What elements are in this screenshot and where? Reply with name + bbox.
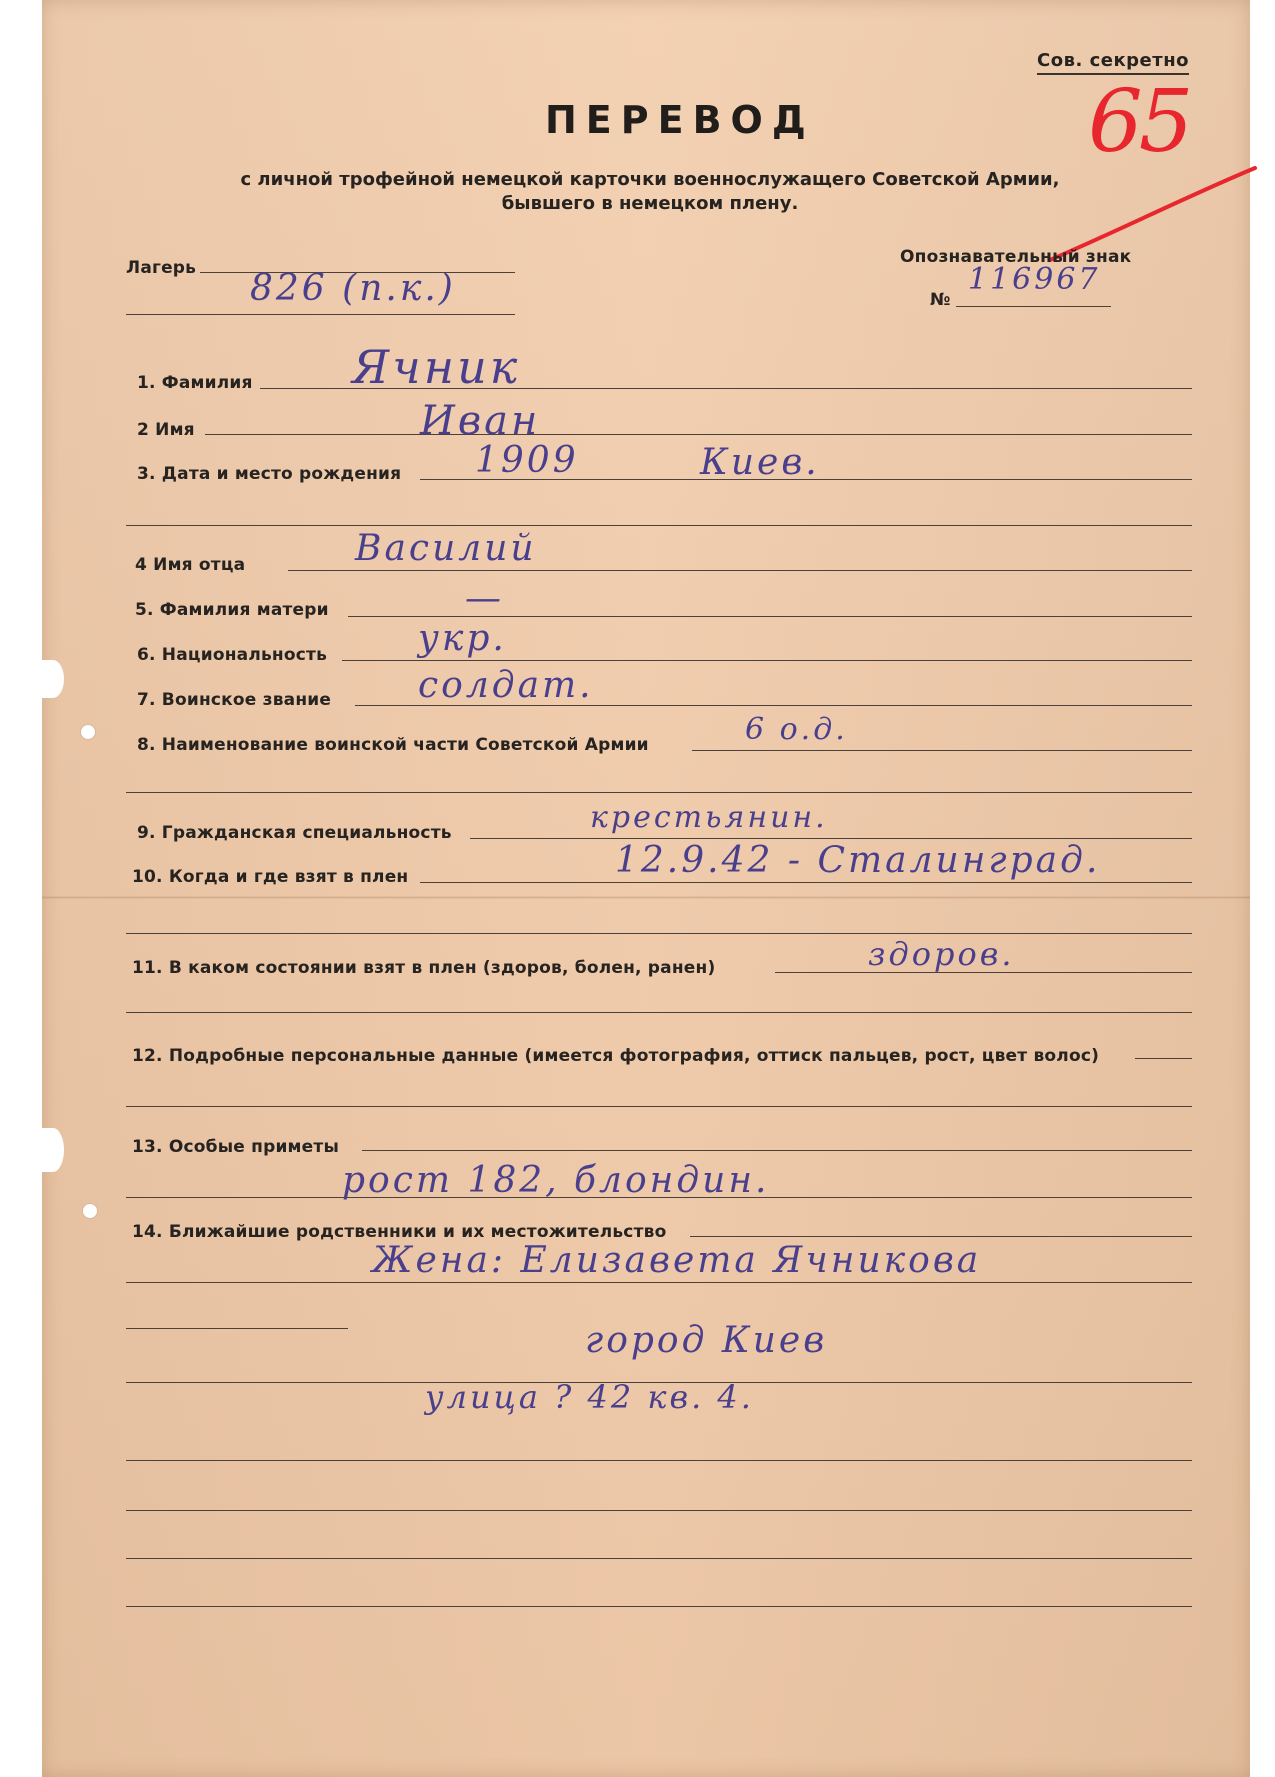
camp-value: 826 (п.к.) — [250, 268, 456, 309]
field-3-place: Киев. — [700, 442, 820, 483]
identity-number-label: № — [930, 290, 951, 310]
field-3-year: 1909 — [475, 440, 579, 481]
red-handwritten-mark: 65 — [1088, 72, 1190, 172]
punch-hole — [82, 1203, 98, 1219]
identity-tag-value: 116967 — [968, 262, 1101, 297]
field-6-value: укр. — [418, 618, 507, 659]
field-5-value: — — [465, 578, 504, 619]
field-14-label: 14. Ближайшие родственники и их местожительство — [132, 1222, 667, 1242]
field-4-label: 4 Имя отца — [135, 555, 246, 575]
document-title: ПЕРЕВОД — [545, 98, 815, 142]
field-3-label: 3. Дата и место рождения — [137, 464, 402, 484]
field-9-value: крестьянин. — [590, 800, 828, 835]
field-5-label: 5. Фамилия матери — [135, 600, 329, 620]
subtitle-line-1: с личной трофейной немецкой карточки военнослужащего Советской Армии, — [240, 169, 1060, 190]
field-8-value: 6 о.д. — [745, 712, 848, 747]
field-11-value: здоров. — [868, 935, 1015, 973]
field-6-label: 6. Национальность — [137, 645, 328, 665]
punch-hole — [80, 724, 96, 740]
field-13-value: рост 182, блондин. — [342, 1160, 770, 1201]
torn-edge — [42, 1128, 64, 1172]
field-14-value-line-1: Жена: Елизавета Ячникова — [372, 1240, 982, 1281]
field-7-label: 7. Воинское звание — [137, 690, 332, 710]
field-10-value: 12.9.42 - Сталинград. — [615, 840, 1101, 881]
field-2-label: 2 Имя — [137, 420, 195, 440]
field-7-value: солдат. — [418, 665, 594, 706]
classification-stamp: Сов. секретно — [1037, 50, 1189, 75]
field-9-label: 9. Гражданская специальность — [137, 823, 452, 843]
paper-fold — [42, 896, 1250, 899]
field-1-label: 1. Фамилия — [137, 373, 253, 393]
field-11-label: 11. В каком состоянии взят в плен (здоров, болен, ранен) — [132, 958, 716, 978]
subtitle-line-2: бывшего в немецком плену. — [501, 193, 799, 214]
field-2-value: Иван — [420, 398, 541, 444]
field-1-value: Ячник — [352, 340, 521, 394]
field-13-label: 13. Особые приметы — [132, 1137, 340, 1157]
field-12-label: 12. Подробные персональные данные (имеется фотография, оттиск пальцев, рост, цвет волос) — [132, 1046, 1100, 1066]
torn-edge — [42, 660, 64, 698]
field-4-value: Василий — [355, 528, 537, 569]
document-subtitle — [200, 168, 1100, 216]
field-14-value-line-2: город Киев — [585, 1320, 828, 1361]
field-8-label: 8. Наименование воинской части Советской Армии — [137, 735, 649, 755]
camp-label: Лагерь — [126, 258, 197, 278]
field-10-label: 10. Когда и где взят в плен — [132, 867, 409, 887]
identity-tag-label: Опознавательный знак — [900, 247, 1132, 267]
field-14-value-line-3: улица ? 42 кв. 4. — [425, 1378, 754, 1416]
